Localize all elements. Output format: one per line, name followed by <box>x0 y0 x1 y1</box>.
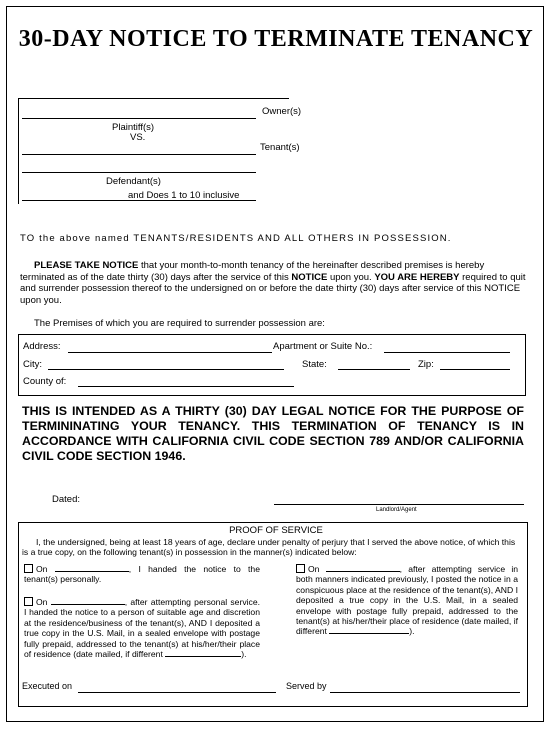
proof-intro: I, the undersigned, being at least 18 years of age, declare under penalty of perjury that I served the above notice, of which this is a true copy, on the following tenant(s) in possession in the manner(s) indicated below: <box>22 537 516 558</box>
does-label: and Does 1 to 10 inclusive <box>128 190 240 201</box>
county-field[interactable] <box>78 386 294 387</box>
landlord-label: Landlord/Agent <box>376 507 417 513</box>
plaintiff-label: Plaintiff(s) <box>112 122 155 133</box>
proof-heading: PROOF OF SERVICE <box>229 525 323 536</box>
dated-label: Dated: <box>52 494 80 505</box>
apt-label: Apartment or Suite No.: <box>273 341 373 352</box>
please-take-notice: PLEASE TAKE NOTICE <box>34 260 139 271</box>
checkbox-substituted[interactable] <box>24 597 33 606</box>
city-label: City: <box>23 359 42 370</box>
option-substituted <box>24 597 260 659</box>
page-title: 30-DAY NOTICE TO TERMINATE TENANCY <box>18 26 534 52</box>
option-posting <box>296 564 518 637</box>
address-label: Address: <box>23 341 61 352</box>
close-paren-2: ). <box>241 649 247 660</box>
served-by-field[interactable] <box>330 692 520 693</box>
landlord-signature-line[interactable] <box>274 504 524 505</box>
notice-word: NOTICE <box>291 271 328 283</box>
on-label-2: On <box>36 597 48 607</box>
option-personal <box>24 564 260 585</box>
on-label-1: On <box>36 564 48 574</box>
served-by-label: Served by <box>286 681 327 691</box>
paragraph-text-3: required to quit and surrender possession thereof to the undersigned on or before the date thirty (30) days after service of this NOTICE upon you. <box>20 271 526 306</box>
owner-label: Owner(s) <box>262 106 302 117</box>
on-label-3: On <box>308 564 320 574</box>
mail-date-field-3[interactable] <box>329 626 409 634</box>
paragraph-text-1: that your month-to-month tenancy of the hereinafter described premises is hereby terminated as of the date thirty (30) days after the service of this <box>20 260 485 283</box>
date-field-3[interactable] <box>326 564 400 572</box>
zip-field[interactable] <box>440 369 510 370</box>
checkbox-personal[interactable] <box>24 564 33 573</box>
option-personal-text: , I handed the notice to the tenant(s) personally. <box>24 564 260 585</box>
option-substituted-text: , after attempting personal service. I handed the notice to a person of suitable age and discretion at the residence/business of the tenant(s), AND I deposited a true copy in the U.S. Mail, in a sealed envelope with postage fully prepaid, addressed to the tenant(s) at his/her/their place of residence (date mailed, if different <box>24 597 260 660</box>
tenant-label: Tenant(s) <box>260 142 300 153</box>
defendant-line <box>22 172 256 173</box>
checkbox-posting[interactable] <box>296 564 305 573</box>
legal-notice: THIS IS INTENDED AS A THIRTY (30) DAY LEGAL NOTICE FOR THE PURPOSE OF TERMININATING YOUR TENANCY. THIS TERMINATION OF TENANCY IS IN ACCORDANCE WITH CALIFORNIA CIVIL CODE SECTION 789 AND/OR CALIFORNIA CIVIL CODE SECTION 1946. <box>22 404 524 463</box>
tenant-line <box>22 154 256 155</box>
option-posting-text: , after attempting service in both manners indicated previously, I posted the notice in a conspicuous place at the residence of the tenant(s), AND I deposited a true copy in the U.S. Mail, in a sealed envelope with postage fully prepaid, addressed to the tenant(s) at his/her/their place of residence (date mailed, if different <box>296 564 519 637</box>
date-field-1[interactable] <box>55 564 129 572</box>
date-field-2[interactable] <box>51 597 125 605</box>
defendant-label: Defendant(s) <box>106 176 161 187</box>
paragraph-text-2: upon you. <box>327 271 375 283</box>
you-are-hereby: YOU ARE HEREBY <box>374 271 460 283</box>
zip-label: Zip: <box>418 359 434 370</box>
address-field[interactable] <box>68 352 272 353</box>
to-line: TO the above named TENANTS/RESIDENTS AND ALL OTHERS IN POSSESSION. <box>20 233 452 244</box>
close-paren-3: ). <box>409 626 415 637</box>
county-label: County of: <box>23 376 67 387</box>
executed-label: Executed on <box>22 681 73 691</box>
city-field[interactable] <box>48 369 284 370</box>
mail-date-field-2[interactable] <box>165 649 241 657</box>
apt-field[interactable] <box>384 352 510 353</box>
owner-line <box>22 118 256 119</box>
premises-intro: The Premises of which you are required to surrender possession are: <box>34 318 325 329</box>
executed-field[interactable] <box>78 692 276 693</box>
vs-label: VS. <box>130 132 146 143</box>
notice-paragraph <box>20 260 526 306</box>
state-label: State: <box>302 359 327 370</box>
case-caption-box <box>18 98 289 204</box>
state-field[interactable] <box>338 369 410 370</box>
